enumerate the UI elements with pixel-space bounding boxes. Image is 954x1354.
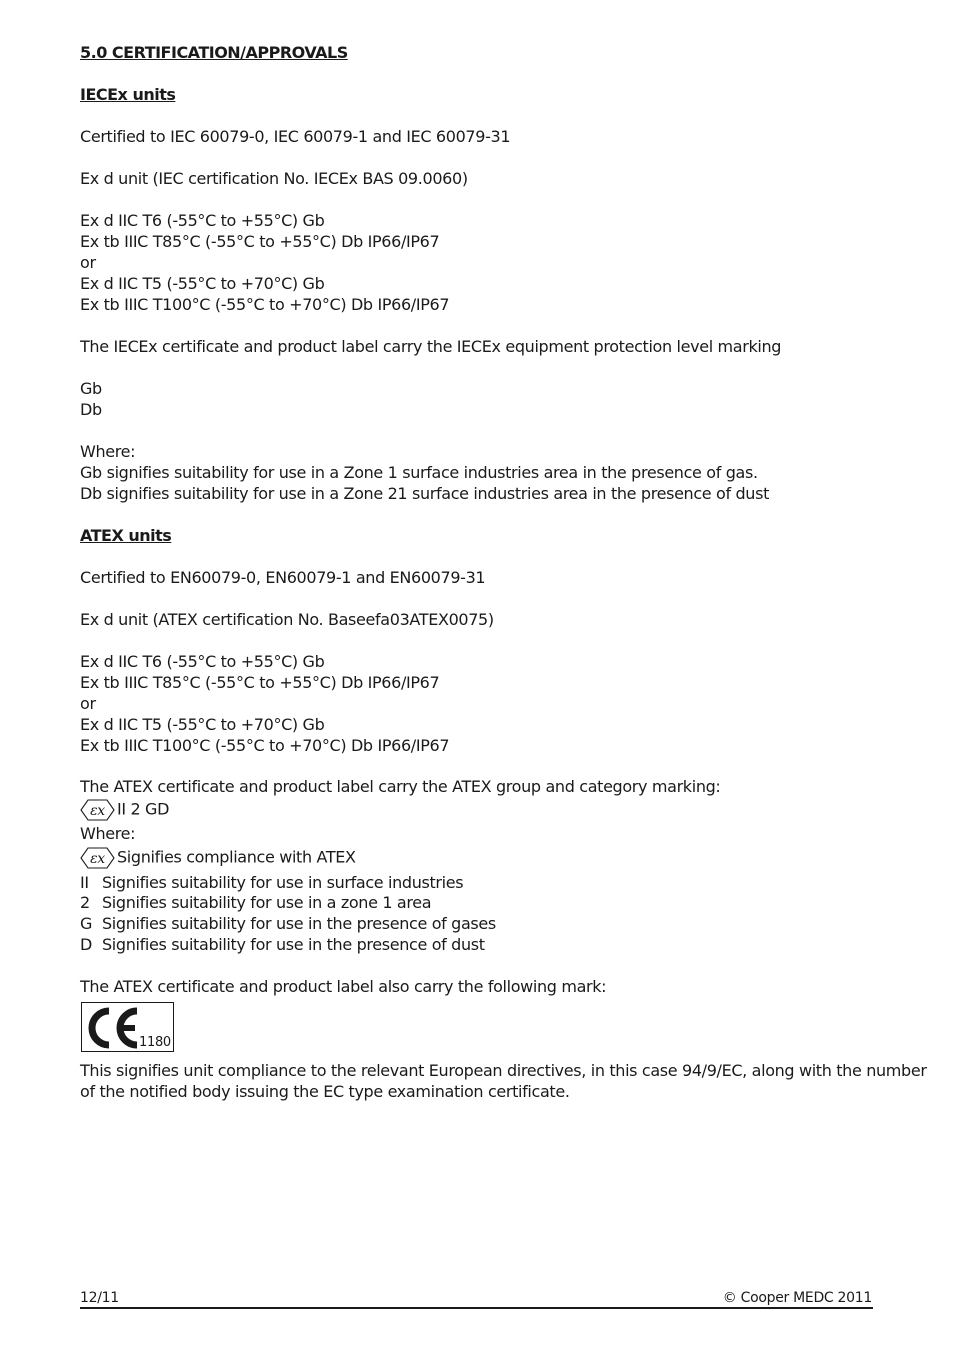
atex-rating-2: Ex tb IIIC T85°C (-55°C to +55°C) Db IP66/IP67 xyxy=(80,673,440,692)
iecex-meaning-db: Db signifies suitability for use in a Zone 21 surface industries area in the presence of dust xyxy=(80,484,769,503)
section-title: 5.0 CERTIFICATION/APPROVALS xyxy=(80,43,348,62)
iecex-rating-2: Ex tb IIIC T85°C (-55°C to +55°C) Db IP66/IP67 xyxy=(80,232,440,251)
iecex-certified-text: Certified to IEC 60079-0, IEC 60079-1 and IEC 60079-31 xyxy=(80,127,511,146)
atex-code-text: Signifies suitability for use in the presence of gases xyxy=(102,914,496,933)
iecex-level-db: Db xyxy=(80,400,102,419)
iecex-heading: IECEx units xyxy=(80,85,176,104)
compliance-text-line-2: of the notified body issuing the EC type examination certificate. xyxy=(80,1082,570,1101)
iecex-rating-3: Ex d IIC T5 (-55°C to +70°C) Gb xyxy=(80,274,325,293)
svg-text:εx: εx xyxy=(90,803,105,819)
atex-code: 2 xyxy=(80,893,90,912)
atex-where: Where: xyxy=(80,824,136,843)
atex-code-row xyxy=(80,914,496,934)
atex-code-row xyxy=(80,935,485,955)
atex-marking-line xyxy=(80,799,169,821)
ce-mark xyxy=(81,1002,174,1052)
atex-rating-4: Ex tb IIIC T100°C (-55°C to +70°C) Db IP66/IP67 xyxy=(80,736,450,755)
ex-hexagon-icon xyxy=(80,847,115,869)
iecex-label-text: The IECEx certificate and product label carry the IECEx equipment protection level marking xyxy=(80,337,782,356)
footer-page-number: 12/11 xyxy=(80,1290,119,1306)
atex-ex-meaning: Signifies compliance with ATEX xyxy=(117,847,356,867)
atex-code-row xyxy=(80,893,431,913)
atex-code: G xyxy=(80,914,93,933)
atex-label-text: The ATEX certificate and product label carry the ATEX group and category marking: xyxy=(80,777,721,796)
iecex-meaning-gb: Gb signifies suitability for use in a Zone 1 surface industries area in the presence of gas. xyxy=(80,463,758,482)
atex-rating-3: Ex d IIC T5 (-55°C to +70°C) Gb xyxy=(80,715,325,734)
footer-copyright: © Cooper MEDC 2011 xyxy=(722,1290,872,1306)
atex-heading: ATEX units xyxy=(80,526,172,545)
atex-mark-text: The ATEX certificate and product label also carry the following mark: xyxy=(80,977,607,996)
atex-certified-text: Certified to EN60079-0, EN60079-1 and EN60079-31 xyxy=(80,568,486,587)
atex-ex-line xyxy=(80,847,356,869)
iecex-where: Where: xyxy=(80,442,136,461)
atex-code: II xyxy=(80,873,89,892)
atex-marking: II 2 GD xyxy=(117,799,170,819)
atex-code: D xyxy=(80,935,92,954)
ce-notified-body-number: 1180 xyxy=(139,1035,171,1050)
atex-code-text: Signifies suitability for use in the presence of dust xyxy=(102,935,485,954)
atex-code-row xyxy=(80,873,463,893)
ex-hexagon-icon xyxy=(80,799,115,821)
footer-divider xyxy=(80,1307,873,1309)
iecex-unit-text: Ex d unit (IEC certification No. IECEx BAS 09.0060) xyxy=(80,169,468,188)
svg-text:εx: εx xyxy=(90,851,105,867)
atex-rating-or: or xyxy=(80,694,96,713)
ce-logo-icon xyxy=(85,1006,141,1050)
atex-code-text: Signifies suitability for use in surface industries xyxy=(102,873,464,892)
atex-rating-1: Ex d IIC T6 (-55°C to +55°C) Gb xyxy=(80,652,325,671)
compliance-text-line-1: This signifies unit compliance to the relevant European directives, in this case 94/9/EC, along with the number xyxy=(80,1061,927,1080)
atex-code-text: Signifies suitability for use in a zone 1 area xyxy=(102,893,432,912)
iecex-rating-1: Ex d IIC T6 (-55°C to +55°C) Gb xyxy=(80,211,325,230)
iecex-rating-or: or xyxy=(80,253,96,272)
iecex-level-gb: Gb xyxy=(80,379,102,398)
atex-unit-text: Ex d unit (ATEX certification No. Baseefa03ATEX0075) xyxy=(80,610,494,629)
iecex-rating-4: Ex tb IIIC T100°C (-55°C to +70°C) Db IP66/IP67 xyxy=(80,295,450,314)
